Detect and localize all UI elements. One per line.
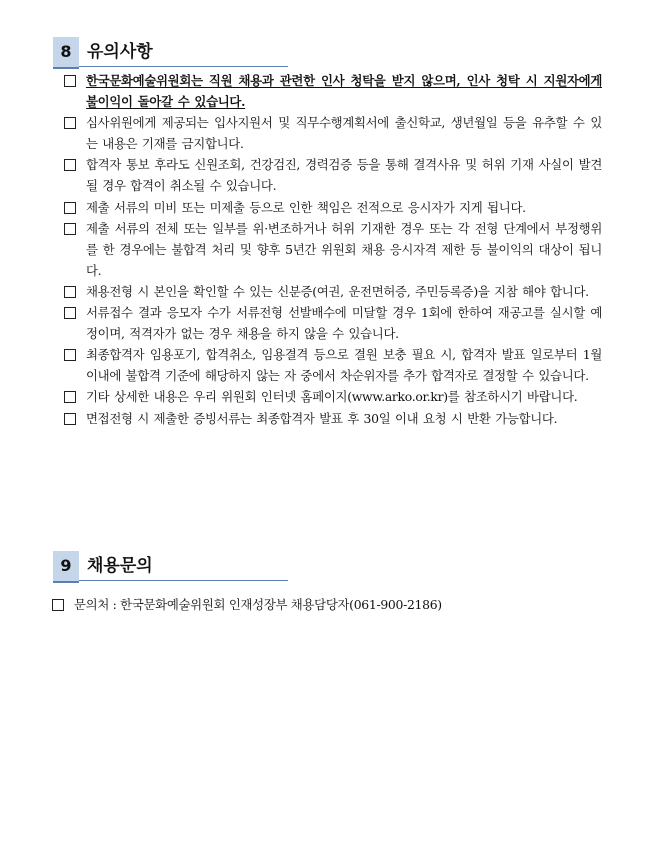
section-underline [79,66,288,67]
notice-item [64,154,602,196]
notice-text: 한국문화예술위원회는 직원 채용과 관련한 인사 청탁을 받지 않으며, 인사 청탁 시 지원자에게 불이익이 돌아갈 수 있습니다. [86,73,602,110]
notice-list [64,70,602,429]
section-title: 채용문의 [87,556,153,576]
checkbox-icon [64,117,76,129]
checkbox-icon [52,599,64,611]
notice-item [64,302,602,344]
section-title: 유의사항 [87,42,153,62]
notice-text: 제출 서류의 전체 또는 일부를 위·변조하거나 허위 기재한 경우 또는 각 전형 단계에서 부정행위를 한 경우에는 불합격 처리 및 향후 5년간 위원회 채용 응시자격 제한 등 불이익의 대상이 됩니다. [86,220,602,278]
contact-line [52,594,634,615]
checkbox-icon [64,286,76,298]
notice-item [64,281,602,302]
notice-item [64,218,602,281]
notice-item [64,197,602,218]
section-number: 8 [53,37,79,69]
checkbox-icon [64,391,76,403]
section-underline [79,580,288,581]
notice-item [64,70,602,112]
notice-text: 채용전형 시 본인을 확인할 수 있는 신분증(여권, 운전면허증, 주민등록증)을 지참 해야 합니다. [86,283,589,299]
section-8-header [53,37,288,67]
contact-text: 문의처 : 한국문화예술위원회 인재성장부 채용담당자(061-900-2186) [74,597,442,612]
notice-item [64,408,602,429]
checkbox-icon [64,223,76,235]
checkbox-icon [64,75,76,87]
notice-text: 최종합격자 임용포기, 합격취소, 임용결격 등으로 결원 보충 필요 시, 합격자 발표 일로부터 1월 이내에 불합격 기준에 해당하지 않는 자 중에서 차순위자를 추가 합격자로 결정할 수 있습니다. [86,347,602,384]
notice-text: 제출 서류의 미비 또는 미제출 등으로 인한 책임은 전적으로 응시자가 지게 됩니다. [86,199,526,215]
checkbox-icon [64,159,76,171]
section-9-header [53,551,288,581]
notice-text: 심사위원에게 제공되는 입사지원서 및 직무수행계획서에 출신학교, 생년월일 등을 유추할 수 있는 내용은 기재를 금지합니다. [86,115,602,152]
section-number: 9 [53,551,79,583]
notice-text: 합격자 통보 후라도 신원조회, 건강검진, 경력검증 등을 통해 결격사유 및 허위 기재 사실이 발견될 경우 합격이 취소될 수 있습니다. [86,157,602,194]
checkbox-icon [64,349,76,361]
checkbox-icon [64,413,76,425]
notice-item [64,386,602,407]
notice-text: 서류접수 결과 응모자 수가 서류전형 선발배수에 미달할 경우 1회에 한하여 재공고를 실시할 예정이며, 적격자가 없는 경우 채용을 하지 않을 수 있습니다. [86,305,602,342]
notice-item [64,344,602,386]
checkbox-icon [64,202,76,214]
notice-text: 기타 상세한 내용은 우리 위원회 인터넷 홈페이지(www.arko.or.kr)를 참조하시기 바랍니다. [86,389,578,405]
notice-item [64,112,602,154]
checkbox-icon [64,307,76,319]
notice-text: 면접전형 시 제출한 증빙서류는 최종합격자 발표 후 30일 이내 요청 시 반환 가능합니다. [86,410,558,426]
